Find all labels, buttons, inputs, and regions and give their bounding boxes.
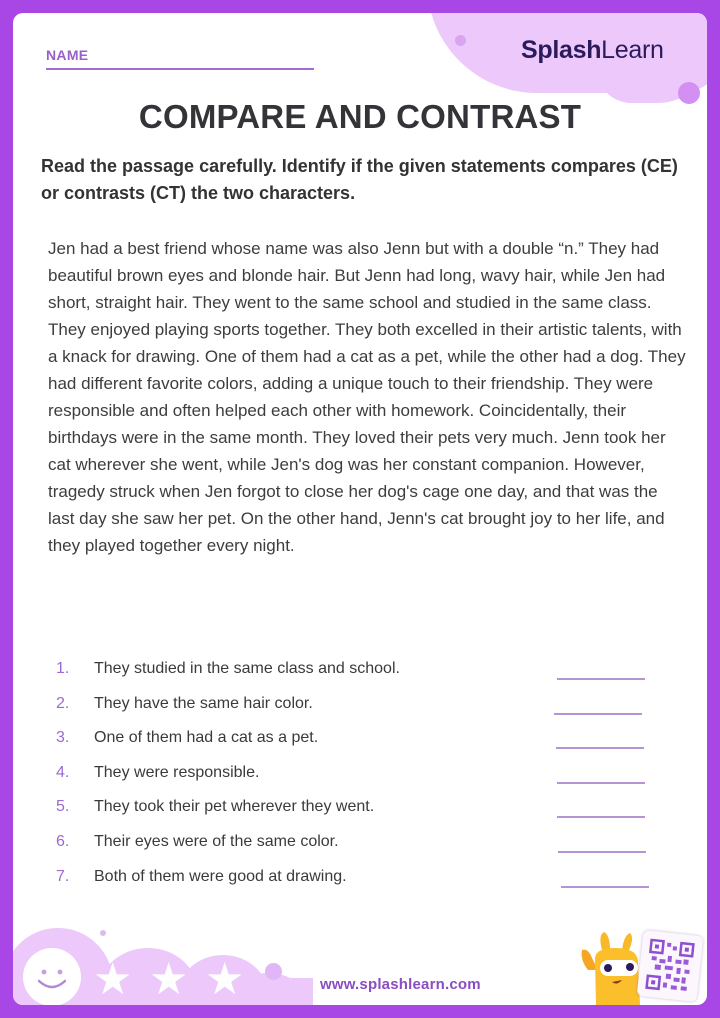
question-number: 5. <box>56 798 70 816</box>
question-text: Both of them were good at drawing. <box>94 867 347 885</box>
website-link[interactable]: www.splashlearn.com <box>320 976 481 993</box>
question-text: They have the same hair color. <box>94 694 313 712</box>
answer-blank[interactable] <box>557 816 645 818</box>
question-item <box>56 798 656 833</box>
question-number: 4. <box>56 763 70 781</box>
splashlearn-logo <box>521 36 664 65</box>
instructions: Read the passage carefully. Identify if the given statements compares (CE) or contrasts (CT) the two characters. <box>41 156 678 203</box>
question-number: 7. <box>56 867 70 885</box>
question-text: They studied in the same class and school. <box>94 660 400 677</box>
question-text: One of them had a cat as a pet. <box>94 729 319 747</box>
smiley-icon <box>23 948 81 1005</box>
question-number: 3. <box>56 729 70 747</box>
question-number: 2. <box>56 694 70 712</box>
answer-blank[interactable] <box>561 886 649 888</box>
answer-blank[interactable] <box>554 713 642 715</box>
answer-blank[interactable] <box>557 678 645 680</box>
reading-passage: Jen had a best friend whose name was also Jenn but with a double “n.” They had beautiful brown eyes and blonde hair. But Jenn had long, wavy hair, while Jen had short, straight hair. They went to the same school and studied in the same class. They enjoyed playing sports together. They both excelled in their artistic talents, with a knack for drawing. One of them had a cat as a pet, while the other had a dog. They had different favorite colors, adding a unique touch to their friendship. They were responsible and often helped each other with homework. Coincidentally, their birthdays were in the same month. They loved their pets very much. Jenn took her cat wherever she went, while Jen's dog was her constant companion. However, tragedy struck when Jen forgot to close her dog's cage one day, and that was the last day she saw her pet. On the other hand, Jenn's cat brought joy to her life, and they played together every night. <box>48 239 686 555</box>
question-text: They took their pet wherever they went. <box>94 798 375 816</box>
question-text: Their eyes were of the same color. <box>94 832 339 850</box>
question-number: 1. <box>56 660 70 677</box>
answer-blank[interactable] <box>557 782 645 784</box>
star-icon: ★ <box>93 955 133 1004</box>
star-icon: ★ <box>205 955 245 1004</box>
answer-blank[interactable] <box>556 747 644 749</box>
question-item <box>56 833 656 868</box>
logo-bold-text: Splash <box>521 36 602 64</box>
question-number: 6. <box>56 832 70 850</box>
name-field[interactable] <box>46 47 314 70</box>
question-item <box>56 729 656 764</box>
question-item <box>56 868 656 903</box>
name-label: NAME <box>46 47 89 63</box>
logo-light-text: Learn <box>601 36 664 64</box>
question-list <box>56 660 656 902</box>
star-icon: ★ <box>149 955 189 1004</box>
dot-decoration <box>100 930 106 936</box>
page-title: COMPARE AND CONTRAST <box>138 98 582 135</box>
question-item <box>56 660 656 695</box>
question-item <box>56 764 656 799</box>
answer-blank[interactable] <box>558 851 646 853</box>
qr-code[interactable] <box>637 930 704 1002</box>
dot-decoration <box>455 35 466 46</box>
dot-decoration <box>265 963 282 980</box>
worksheet-page <box>13 13 707 1005</box>
question-text: They were responsible. <box>94 763 260 781</box>
question-item <box>56 695 656 730</box>
